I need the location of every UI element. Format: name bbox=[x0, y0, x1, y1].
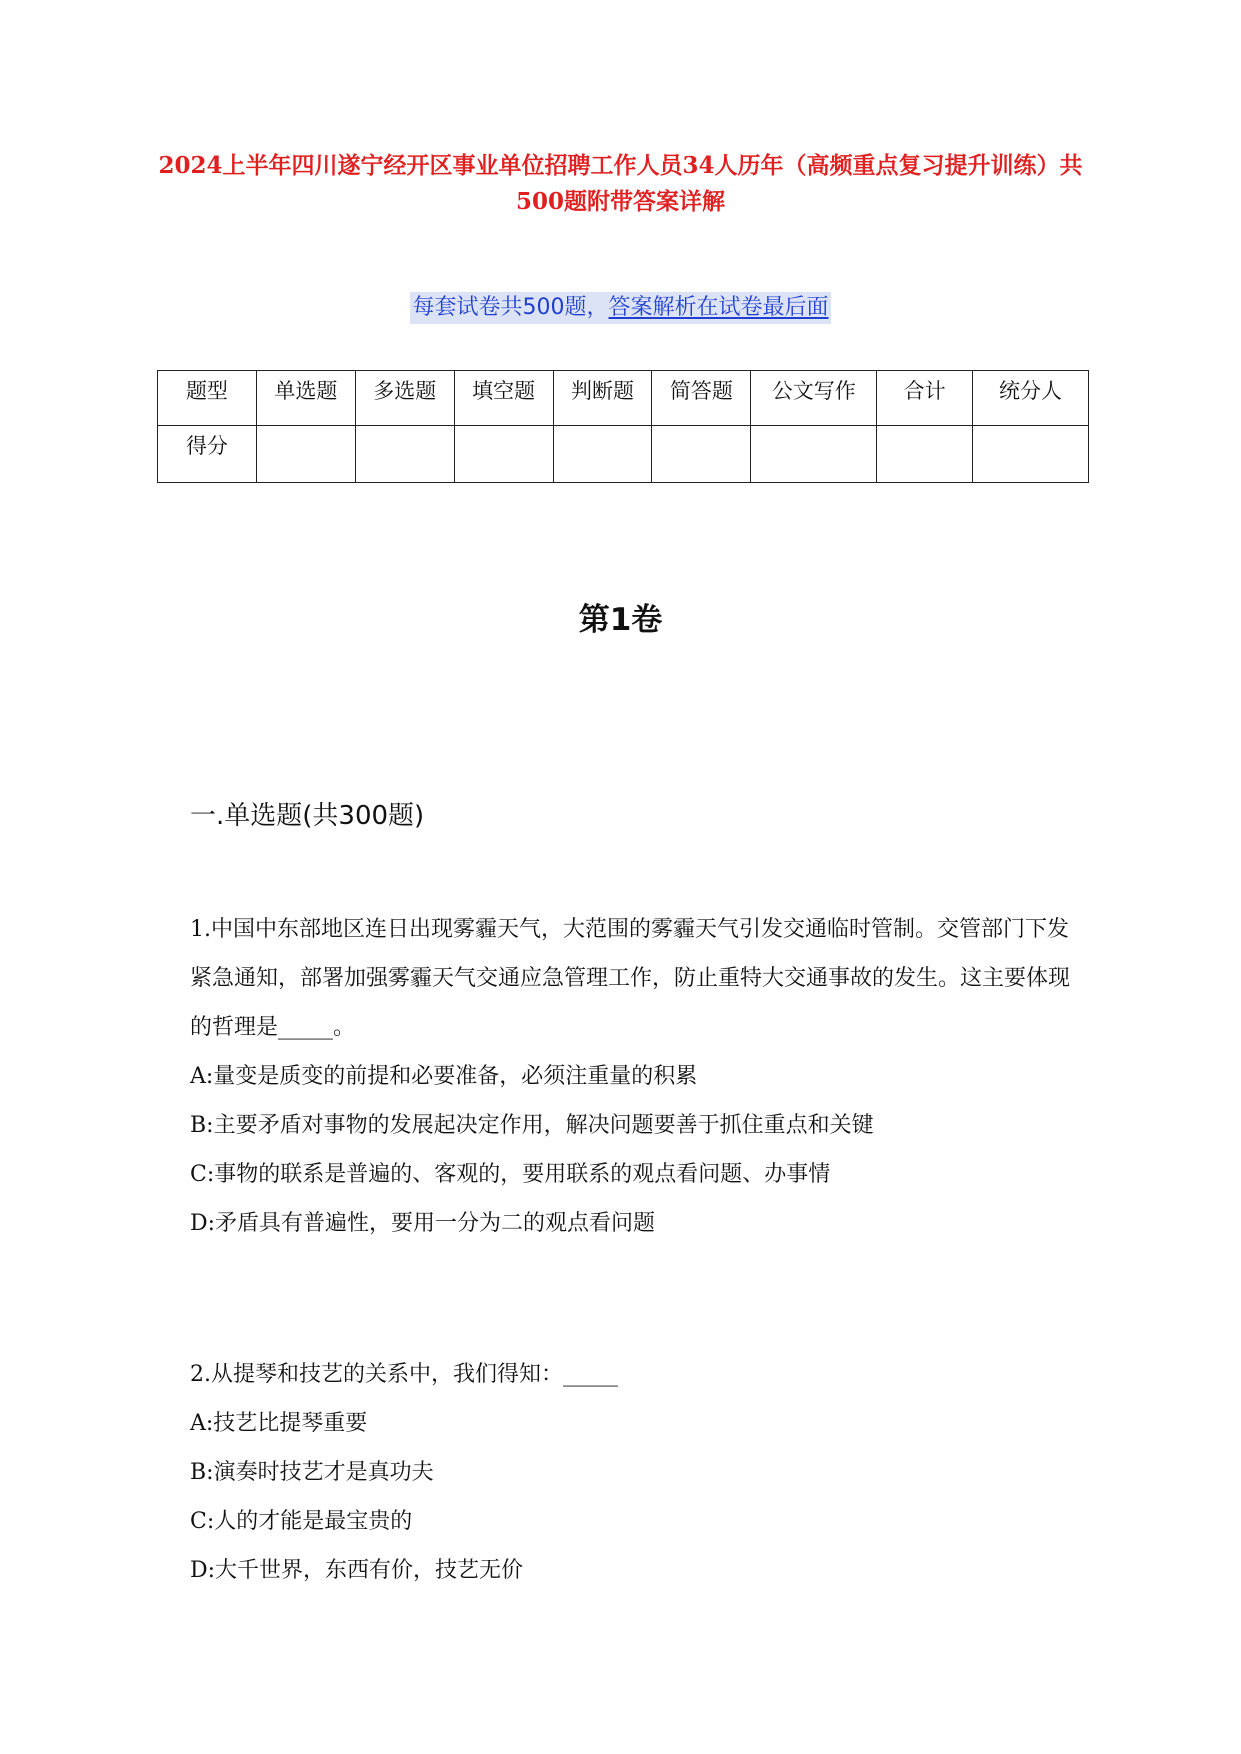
score-table-score-row bbox=[158, 426, 1089, 483]
option-b: B:主要矛盾对事物的发展起决定作用，解决问题要善于抓住重点和关键 bbox=[190, 1113, 874, 1138]
option-b: B:演奏时技艺才是真功夫 bbox=[190, 1460, 434, 1485]
question-1 bbox=[190, 905, 1070, 1248]
document-title: 2024上半年四川遂宁经开区事业单位招聘工作人员34人历年（高频重点复习提升训练）共500题附带答案详解 bbox=[158, 152, 1083, 215]
score-table-header-cell: 多选题 bbox=[355, 371, 454, 426]
score-cell bbox=[553, 426, 652, 483]
question-stem: 1.中国中东部地区连日出现雾霾天气，大范围的雾霾天气引发交通临时管制。交管部门下发紧急通知，部署加强雾霾天气交通应急管理工作，防止重特大交通事故的发生。这主要体现的哲理是_____。 bbox=[190, 917, 1071, 1040]
subtitle-underlined-text: 答案解析在试卷最后面 bbox=[608, 295, 829, 320]
option-d: D:矛盾具有普遍性，要用一分为二的观点看问题 bbox=[190, 1211, 656, 1236]
score-table-row-label: 得分 bbox=[158, 426, 257, 483]
section-title: 一.单选题(共300题) bbox=[190, 801, 425, 831]
score-table-header-row bbox=[158, 371, 1089, 426]
score-table-header-cell: 单选题 bbox=[256, 371, 355, 426]
question-stem: 2.从提琴和技艺的关系中，我们得知：_____ bbox=[190, 1362, 618, 1387]
score-table-header-cell: 合计 bbox=[877, 371, 973, 426]
option-a: A:量变是质变的前提和必要准备，必须注重量的积累 bbox=[190, 1064, 698, 1089]
score-cell bbox=[454, 426, 553, 483]
score-cell bbox=[973, 426, 1089, 483]
subtitle-container bbox=[0, 292, 1241, 324]
option-c: C:人的才能是最宝贵的 bbox=[190, 1509, 413, 1534]
question-2 bbox=[190, 1350, 1070, 1595]
option-a: A:技艺比提琴重要 bbox=[190, 1411, 368, 1436]
score-table-header-cell: 简答题 bbox=[652, 371, 751, 426]
score-cell bbox=[355, 426, 454, 483]
score-table-header-cell: 判断题 bbox=[553, 371, 652, 426]
score-table-header-cell: 填空题 bbox=[454, 371, 553, 426]
option-c: C:事物的联系是普遍的、客观的，要用联系的观点看问题、办事情 bbox=[190, 1162, 831, 1187]
score-cell bbox=[256, 426, 355, 483]
score-table-header-cell: 题型 bbox=[158, 371, 257, 426]
score-cell bbox=[877, 426, 973, 483]
score-table-header-cell: 公文写作 bbox=[751, 371, 877, 426]
subtitle-banner bbox=[410, 292, 830, 324]
subtitle-text: 每套试卷共500题， bbox=[412, 295, 609, 320]
score-cell bbox=[751, 426, 877, 483]
volume-title: 第1卷 bbox=[578, 602, 663, 638]
option-d: D:大千世界，东西有价，技艺无价 bbox=[190, 1558, 524, 1583]
score-table bbox=[157, 370, 1089, 483]
score-cell bbox=[652, 426, 751, 483]
score-table-header-cell: 统分人 bbox=[973, 371, 1089, 426]
